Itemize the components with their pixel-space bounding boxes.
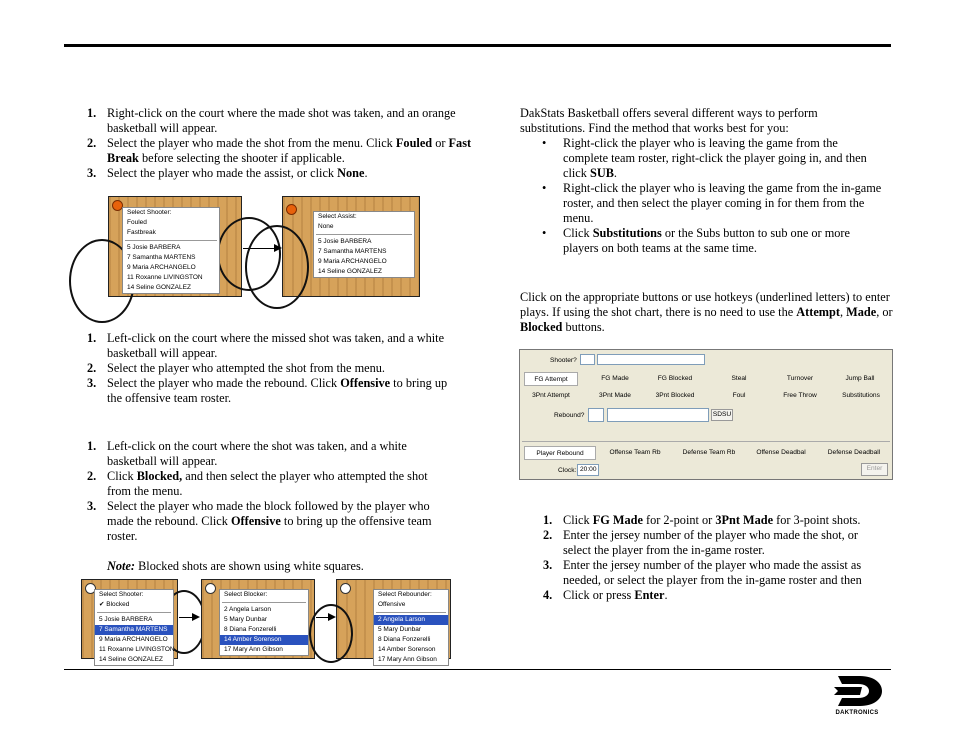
sdsu-team-button[interactable]: SDSU <box>711 409 733 421</box>
daktronics-logo-icon <box>834 676 882 706</box>
menu-item[interactable]: Fastbreak <box>127 229 156 236</box>
step: 2. Click Blocked, and then select the player who attempted the shot from the menu. <box>87 469 428 498</box>
made-shot-steps <box>64 106 484 181</box>
note: Note: Blocked shots are shown using white squares. <box>107 559 364 573</box>
jump-ball-button[interactable]: Jump Ball <box>845 375 875 382</box>
menu-item[interactable]: 9 Maria ARCHANGELO <box>99 636 168 643</box>
enter-button[interactable]: Enter <box>861 463 888 476</box>
menu-item[interactable]: 11 Roxanne LIVINGSTON <box>99 646 175 653</box>
menu-item[interactable]: 8 Diana Fonzerelli <box>378 636 431 643</box>
list-item: • Click Substitutions or the Subs button to sub one or more players on both teams at the same time. <box>542 226 850 255</box>
offense-team-rb-button[interactable]: Offense Team Rb <box>609 449 661 456</box>
menu-item[interactable]: ✔ Blocked <box>99 601 130 608</box>
offense-deadball-button[interactable]: Offense Deadbal <box>756 449 806 456</box>
fg-attempt-button[interactable]: FG Attempt <box>524 372 578 386</box>
step: 1. Left-click on the court where the shot was taken, and a white basketball will appear. <box>87 439 407 468</box>
menu-item[interactable]: 14 Amber Sorenson <box>220 635 308 645</box>
menu-item[interactable]: 5 Josie BARBERA <box>127 244 181 251</box>
step: 2. Select the player who attempted the shot from the menu. <box>87 361 385 375</box>
step: 3. Select the player who made the block followed by the player who made the rebound. Click Offensive to bring up the offensive team roster. <box>87 499 432 543</box>
blocker-screenshot <box>201 579 315 659</box>
menu-item[interactable]: 5 Mary Dunbar <box>378 626 421 633</box>
step: 3. Enter the jersey number of the player who made the assist as needed, or select the player from the in-game roster and then <box>543 558 862 587</box>
foul-button[interactable]: Foul <box>732 392 746 399</box>
menu-item[interactable]: 14 Seline GONZALEZ <box>99 656 163 663</box>
step: 3. Select the player who made the assist, or click None. <box>87 166 368 180</box>
turnover-button[interactable]: Turnover <box>786 375 814 382</box>
rebound-label: Rebound? <box>554 412 585 419</box>
fg-blocked-button[interactable]: FG Blocked <box>657 375 693 382</box>
daktronics-wordmark: DAKTRONICS <box>835 710 879 716</box>
free-throw-button[interactable]: Free Throw <box>783 392 817 399</box>
menu-item[interactable]: 14 Amber Sorenson <box>378 646 436 653</box>
fg-made-button[interactable]: FG Made <box>601 375 629 382</box>
rebounder-context-menu: Select Rebounder: Offensive 2 Angela Larson 5 Mary Dunbar 8 Diana Fonzerelli 14 Amber Sorenson 17 Mary Ann Gibson <box>373 589 449 666</box>
step: 3. Select the player who made the rebound. Click Offensive to bring up the offensive team roster. <box>87 376 448 405</box>
made-shot-assist-screenshot <box>282 196 420 297</box>
menu-item[interactable]: None <box>318 223 334 230</box>
rebounder-screenshot <box>336 579 451 663</box>
menu-item[interactable]: 14 Seline GONZALEZ <box>127 284 191 291</box>
made-shot-entry-steps <box>520 513 880 603</box>
3pnt-blocked-button[interactable]: 3Pnt Blocked <box>655 392 695 399</box>
menu-item[interactable]: Fouled <box>127 219 147 226</box>
list-item: • Right-click the player who is leaving the game from the in-game roster, and then select the player coming in for them from the menu. <box>542 181 882 225</box>
play-entry-panel <box>519 349 893 480</box>
menu-item[interactable]: 5 Josie BARBERA <box>318 238 372 245</box>
divider <box>522 441 890 442</box>
substitutions-button[interactable]: Substitutions <box>842 392 880 399</box>
shooter-context-menu: Select Shooter: Fouled Fastbreak 5 Josie BARBERA 7 Samantha MARTENS 9 Maria ARCHANGELO 11 Roxanne LIVINGSTON 14 Seline GONZALEZ <box>122 207 220 294</box>
clock-label: Clock: <box>558 467 577 474</box>
shooter-number-input[interactable] <box>580 354 595 365</box>
menu-item[interactable]: 2 Angela Larson <box>374 615 448 625</box>
3pnt-attempt-button[interactable]: 3Pnt Attempt <box>532 392 570 399</box>
clock-input[interactable]: 20:00 <box>577 464 599 476</box>
blocked-shot-steps <box>64 439 454 574</box>
rebound-number-input[interactable] <box>588 408 604 422</box>
3pnt-made-button[interactable]: 3Pnt Made <box>599 392 631 399</box>
menu-item[interactable]: 9 Maria ARCHANGELO <box>127 264 196 271</box>
header-rule <box>64 44 891 47</box>
subs-intro: DakStats Basketball offers several different ways to perform substitutions. Find the method that works best for you: <box>520 106 818 135</box>
blocked-shooter-screenshot <box>81 579 178 663</box>
menu-item[interactable]: 7 Samantha MARTENS <box>95 625 173 635</box>
shot-chart-intro: Click on the appropriate buttons or use hotkeys (underlined letters) to enter plays. If using the shot chart, there is no need to use the Attempt, Made, or Blocked buttons. <box>520 290 893 334</box>
menu-item[interactable]: 17 Mary Ann Gibson <box>224 646 283 653</box>
assist-context-menu: Select Assist: None 5 Josie BARBERA 7 Samantha MARTENS 9 Maria ARCHANGELO 14 Seline GONZALEZ <box>313 211 415 278</box>
step: 4. Click or press Enter. <box>543 588 668 602</box>
menu-item[interactable]: 14 Seline GONZALEZ <box>318 268 382 275</box>
substitutions-section <box>520 106 890 256</box>
missed-shot-steps <box>64 331 464 406</box>
shooter-name-input[interactable] <box>597 354 705 365</box>
menu-item[interactable]: Offensive <box>378 601 406 608</box>
shooter-context-menu: Select Shooter: ✔ Blocked 5 Josie BARBERA 7 Samantha MARTENS 9 Maria ARCHANGELO 11 Roxanne LIVINGSTON 14 Seline GONZALEZ <box>94 589 174 666</box>
white-basketball-icon <box>205 583 216 594</box>
step: 1. Left-click on the court where the missed shot was taken, and a white basketball will appear. <box>87 331 445 360</box>
menu-item[interactable]: 8 Diana Fonzerelli <box>224 626 277 633</box>
step: 1. Right-click on the court where the made shot was taken, and an orange basketball will appear. <box>87 106 456 135</box>
shooter-label: Shooter? <box>550 357 577 364</box>
blocker-context-menu: Select Blocker: 2 Angela Larson 5 Mary Dunbar 8 Diana Fonzerelli 14 Amber Sorenson 17 Mary Ann Gibson <box>219 589 309 656</box>
step: 2. Select the player who made the shot from the menu. Click Fouled or Fast Break before selecting the shooter if applicable. <box>87 136 472 165</box>
arrow-head-icon <box>192 613 200 621</box>
made-shot-shooter-screenshot <box>108 196 242 297</box>
menu-item[interactable]: 7 Samantha MARTENS <box>127 254 196 261</box>
white-basketball-icon <box>340 583 351 594</box>
menu-item[interactable]: 11 Roxanne LIVINGSTON <box>127 274 203 281</box>
footer-rule <box>64 669 891 670</box>
menu-item[interactable]: 5 Josie BARBERA <box>99 616 153 623</box>
menu-item[interactable]: 2 Angela Larson <box>224 606 271 613</box>
menu-item[interactable]: 7 Samantha MARTENS <box>318 248 387 255</box>
defense-deadball-button[interactable]: Defense Deadball <box>827 449 881 456</box>
steal-button[interactable]: Steal <box>731 375 747 382</box>
menu-item[interactable]: 5 Mary Dunbar <box>224 616 267 623</box>
menu-item[interactable]: 9 Maria ARCHANGELO <box>318 258 387 265</box>
player-rebound-button[interactable]: Player Rebound <box>524 446 596 460</box>
defense-team-rb-button[interactable]: Defense Team Rb <box>682 449 736 456</box>
step: 2. Enter the jersey number of the player who made the shot, or select the player from the in-game roster. <box>543 528 859 557</box>
menu-item[interactable]: 17 Mary Ann Gibson <box>378 656 437 663</box>
rebound-name-input[interactable] <box>607 408 709 422</box>
list-item: • Right-click the player who is leaving the game from the complete team roster, right-click the player going in, and then click SUB. <box>542 136 867 180</box>
step: 1. Click FG Made for 2-point or 3Pnt Made for 3-point shots. <box>543 513 861 527</box>
orange-basketball-icon <box>286 204 297 215</box>
